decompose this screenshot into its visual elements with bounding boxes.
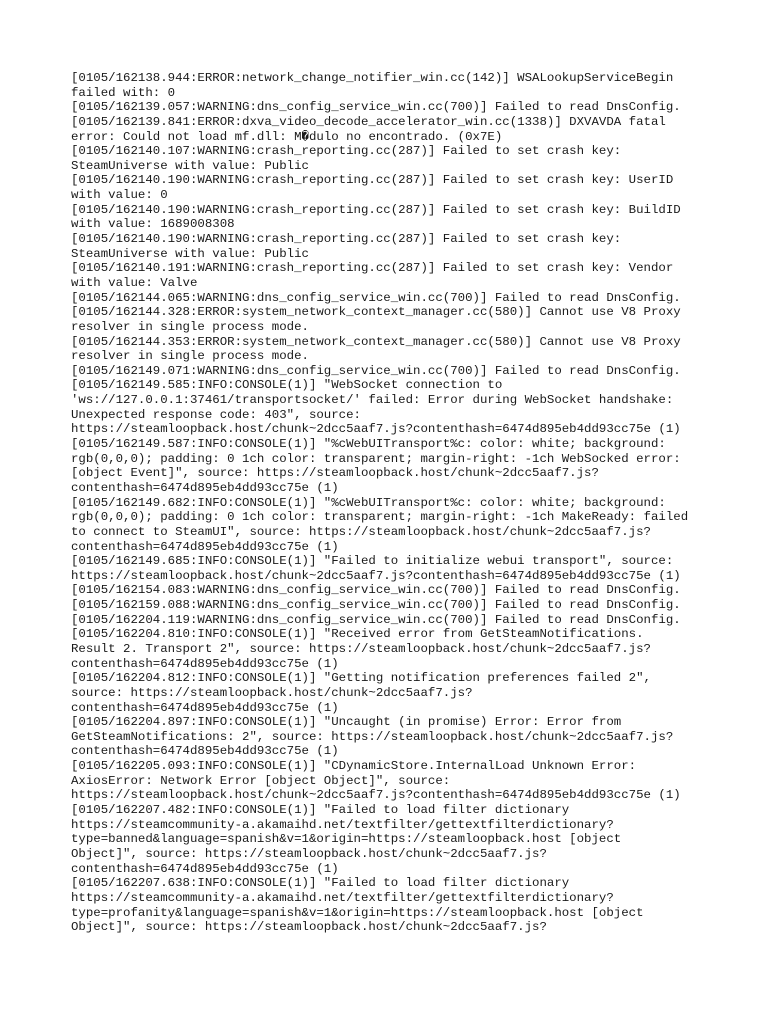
log-line: [0105/162144.353:ERROR:system_network_context_manager.cc(580)] Cannot use V8 Proxy xyxy=(71,334,681,349)
log-line: [0105/162139.841:ERROR:dxva_video_decode_accelerator_win.cc(1338)] DXVAVDA fatal xyxy=(71,114,666,129)
log-line: [0105/162149.071:WARNING:dns_config_service_win.cc(700)] Failed to read DnsConfig. xyxy=(71,363,681,378)
log-line: with value: 0 xyxy=(71,188,168,203)
log-line: resolver in single process mode. xyxy=(71,319,309,334)
log-line: [0105/162138.944:ERROR:network_change_notifier_win.cc(142)] WSALookupServiceBegin xyxy=(71,71,674,85)
log-line: Object]", source: https://steamloopback.host/chunk~2dcc5aaf7.js? xyxy=(71,846,547,861)
log-line: [0105/162140.190:WARNING:crash_reporting.cc(287)] Failed to set crash key: BuildID xyxy=(71,202,681,217)
log-line: contenthash=6474d895eb4dd93cc75e (1) xyxy=(71,539,339,554)
log-line: type=banned&language=spanish&v=1&origin=https://steamloopback.host [object xyxy=(71,832,622,847)
log-line: [0105/162207.638:INFO:CONSOLE(1)] "Failed to load filter dictionary xyxy=(71,876,570,891)
log-line: [0105/162140.191:WARNING:crash_reporting.cc(287)] Failed to set crash key: Vendor xyxy=(71,261,674,276)
log-line: contenthash=6474d895eb4dd93cc75e (1) xyxy=(71,656,339,671)
log-line: [0105/162159.088:WARNING:dns_config_service_win.cc(700)] Failed to read DnsConfig. xyxy=(71,598,681,613)
log-line: https://steamcommunity-a.akamaihd.net/textfilter/gettextfilterdictionary? xyxy=(71,817,614,832)
log-line: contenthash=6474d895eb4dd93cc75e (1) xyxy=(71,700,339,715)
log-line: rgb(0,0,0); padding: 0 1ch color: transparent; margin-right: -1ch WebSocked error: xyxy=(71,451,681,466)
log-line: Object]", source: https://steamloopback.host/chunk~2dcc5aaf7.js? xyxy=(71,920,547,935)
log-line: [0105/162204.812:INFO:CONSOLE(1)] "Getting notification preferences failed 2", xyxy=(71,671,651,686)
log-line: type=profanity&language=spanish&v=1&origin=https://steamloopback.host [object xyxy=(71,905,644,920)
log-line: AxiosError: Network Error [object Object]", source: xyxy=(71,773,451,788)
log-line: https://steamloopback.host/chunk~2dcc5aaf7.js?contenthash=6474d895eb4dd93cc75e (1) xyxy=(71,568,681,583)
log-line: contenthash=6474d895eb4dd93cc75e (1) xyxy=(71,861,339,876)
log-line: rgb(0,0,0); padding: 0 1ch color: transparent; margin-right: -1ch MakeReady: failed xyxy=(71,510,689,525)
log-line: [0105/162140.190:WARNING:crash_reporting.cc(287)] Failed to set crash key: UserID xyxy=(71,173,674,188)
log-line: contenthash=6474d895eb4dd93cc75e (1) xyxy=(71,480,339,495)
log-line: [0105/162205.093:INFO:CONSOLE(1)] "CDynamicStore.InternalLoad Unknown Error: xyxy=(71,759,637,774)
log-line: with value: Valve xyxy=(71,275,198,290)
log-line: [0105/162149.682:INFO:CONSOLE(1)] "%cWebUITransport%c: color: white; background: xyxy=(71,495,666,510)
log-line: https://steamloopback.host/chunk~2dcc5aaf7.js?contenthash=6474d895eb4dd93cc75e (1) xyxy=(71,788,681,803)
log-line: Unexpected response code: 403", source: xyxy=(71,407,361,422)
log-line: [0105/162207.482:INFO:CONSOLE(1)] "Failed to load filter dictionary xyxy=(71,803,570,818)
log-line: [0105/162140.107:WARNING:crash_reporting.cc(287)] Failed to set crash key: xyxy=(71,144,622,159)
log-line: [0105/162149.587:INFO:CONSOLE(1)] "%cWebUITransport%c: color: white; background: xyxy=(71,437,666,452)
log-line: with value: 1689008308 xyxy=(71,217,235,232)
log-line: 'ws://127.0.0.1:37461/transportsocket/' failed: Error during WebSocket handshake: xyxy=(71,393,674,408)
log-line: [0105/162204.119:WARNING:dns_config_service_win.cc(700)] Failed to read DnsConfig. xyxy=(71,612,681,627)
log-line: source: https://steamloopback.host/chunk~2dcc5aaf7.js? xyxy=(71,685,473,700)
log-line: [0105/162144.328:ERROR:system_network_context_manager.cc(580)] Cannot use V8 Proxy xyxy=(71,305,681,320)
log-line: GetSteamNotifications: 2", source: https://steamloopback.host/chunk~2dcc5aaf7.js? xyxy=(71,729,674,744)
log-line: https://steamcommunity-a.akamaihd.net/textfilter/gettextfilterdictionary? xyxy=(71,890,614,905)
log-line: SteamUniverse with value: Public xyxy=(71,158,309,173)
log-line: [0105/162204.897:INFO:CONSOLE(1)] "Uncaught (in promise) Error: Error from xyxy=(71,715,622,730)
log-line: [0105/162139.057:WARNING:dns_config_service_win.cc(700)] Failed to read DnsConfig. xyxy=(71,100,681,115)
log-line: Result 2. Transport 2", source: https://steamloopback.host/chunk~2dcc5aaf7.js? xyxy=(71,641,651,656)
log-line: [0105/162140.190:WARNING:crash_reporting.cc(287)] Failed to set crash key: xyxy=(71,232,622,247)
log-document xyxy=(71,71,731,935)
log-line: error: Could not load mf.dll: M�dulo no encontrado. (0x7E) xyxy=(71,129,503,144)
log-line: [0105/162149.685:INFO:CONSOLE(1)] "Failed to initialize webui transport", source: xyxy=(71,554,674,569)
log-line: [0105/162204.810:INFO:CONSOLE(1)] "Received error from GetSteamNotifications. xyxy=(71,627,644,642)
log-line: [object Event]", source: https://steamloopback.host/chunk~2dcc5aaf7.js? xyxy=(71,466,599,481)
log-line: failed with: 0 xyxy=(71,85,176,100)
log-line: contenthash=6474d895eb4dd93cc75e (1) xyxy=(71,744,339,759)
log-line: [0105/162144.065:WARNING:dns_config_service_win.cc(700)] Failed to read DnsConfig. xyxy=(71,290,681,305)
log-line: https://steamloopback.host/chunk~2dcc5aaf7.js?contenthash=6474d895eb4dd93cc75e (1) xyxy=(71,422,681,437)
log-line: resolver in single process mode. xyxy=(71,349,309,364)
log-line: [0105/162149.585:INFO:CONSOLE(1)] "WebSocket connection to xyxy=(71,378,503,393)
log-line: SteamUniverse with value: Public xyxy=(71,246,309,261)
log-line: to connect to SteamUI", source: https://steamloopback.host/chunk~2dcc5aaf7.js? xyxy=(71,524,651,539)
log-line: [0105/162154.083:WARNING:dns_config_service_win.cc(700)] Failed to read DnsConfig. xyxy=(71,583,681,598)
